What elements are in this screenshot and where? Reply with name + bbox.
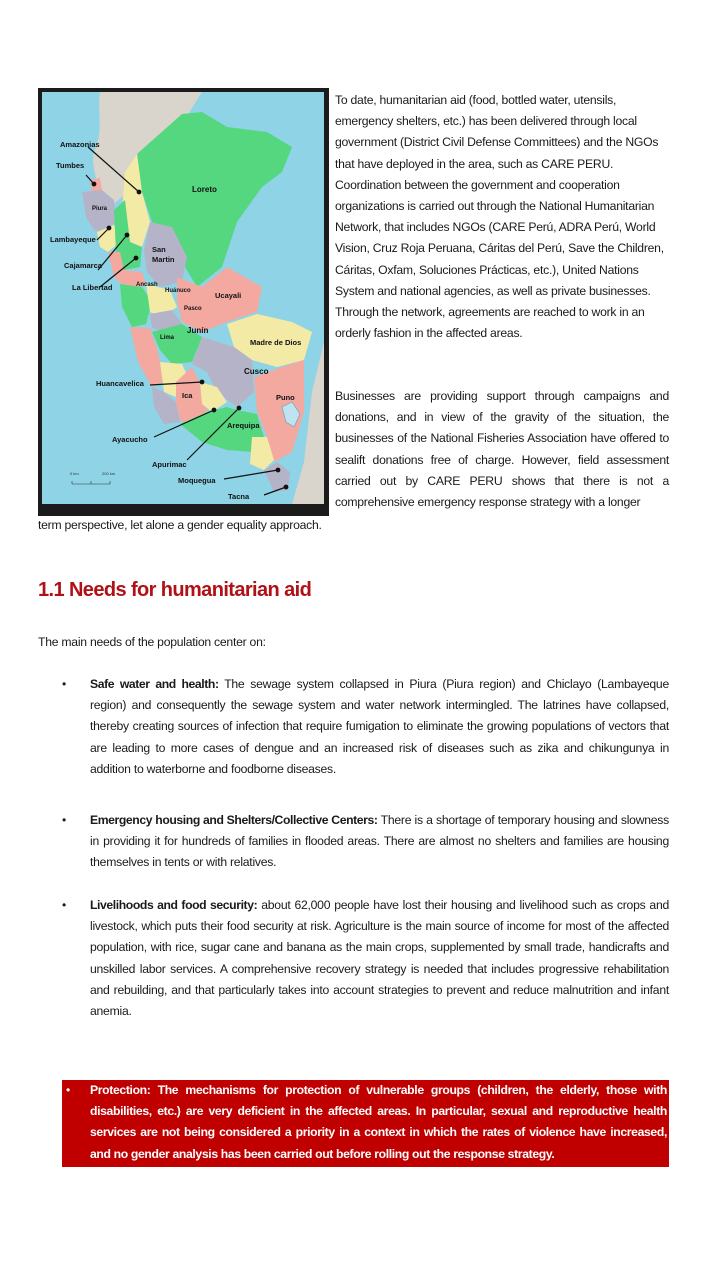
map-image (42, 92, 324, 504)
map-label-tacna: Tacna (228, 492, 250, 501)
svg-text:0 km: 0 km (70, 471, 79, 476)
bullet-icon: • (66, 1083, 70, 1097)
list-item-emergency-housing (62, 810, 669, 874)
list-item-text: The sewage system collapsed in Piura (Piura region) and Chiclayo (Lambayeque region) and consequently the sewage system and water network intermingled. The latrines have collapsed, thereby creating sources of infection that require fumigation to eliminate the growing populations of vectors that are leading to more cases of dengue and an increased risk of diseases such as zika and chikungunya in addition to waterborne and foodborne diseases. (90, 677, 669, 776)
list-item-title: Safe water and health: (90, 677, 219, 691)
map-label-tumbes: Tumbes (56, 161, 85, 170)
map-label-apurimac: Apurimac (152, 460, 187, 469)
paragraph-aid-delivery: To date, humanitarian aid (food, bottled water, utensils, emergency shelters, etc.) has been delivered through local government (District Civil Defense Committees) and the NGOs that have deployed in the area, such as CARE PERU. Coordination between the government and cooperation organizations is carried out through the National Humanitarian Network, that includes NGOs (CARE Perú, ADRA Perú, World Vision, Cruz Roja Peruana, Cáritas del Perú, Save the Children, Cáritas, Oxfam, Soluciones Prácticas, etc.), United Nations System and national agencies, as well as private businesses. Through the network, agreements are reached to work in an orderly fashion in the affected areas. (335, 93, 664, 341)
list-item-text: There is a shortage of temporary housing and slowness in providing it for hundreds of families in flooded areas. There are almost no shelters and families are housing themselves in tents or with relatives. (90, 813, 669, 870)
map-label-cusco: Cusco (244, 367, 269, 376)
map-label-huanuco: Huánuco (165, 288, 191, 294)
paragraph-business-support-continued: term perspective, let alone a gender equality approach. (38, 518, 322, 532)
paragraph-business-support: Businesses are providing support through campaigns and donations, and in view of the gravity of the situation, the businesses of the National Fisheries Association have offered to sealift donations free of charge. However, field assessment carried out by CARE PERU shows that there is not a comprehensive emergency response strategy with a longer (335, 389, 669, 510)
svg-text:200 km: 200 km (102, 471, 116, 476)
map-label-cajamarca: Cajamarca (64, 261, 102, 270)
list-item-livelihoods (62, 895, 669, 1022)
section-heading: 1.1 Needs for humanitarian aid (38, 579, 312, 601)
map-label-ucayali: Ucayali (215, 291, 242, 300)
map-label-piura: Piura (92, 206, 108, 212)
map-label-madre-de-dios: Madre de Dios (250, 338, 302, 347)
list-item-title: Emergency housing and Shelters/Collective Centers: (90, 813, 378, 827)
map-label-pasco: Pasco (184, 306, 202, 312)
map-label-san-martin-2: Martin (152, 255, 175, 264)
map-label-ica: Ica (182, 391, 193, 400)
map-label-ancash: Ancash (136, 282, 158, 288)
map-label-huancavelica: Huancavelica (96, 379, 144, 388)
map-label-la-libertad: La Libertad (72, 283, 113, 292)
list-item-safe-water (62, 674, 669, 780)
map-label-lambayeque: Lambayeque (50, 235, 96, 244)
map-label-san-martin-1: San (152, 245, 166, 254)
map-label-amazonias: Amazonias (60, 140, 100, 149)
list-item-protection-highlight (62, 1080, 669, 1167)
bullet-icon: • (62, 677, 66, 691)
map-label-moquegua: Moquegua (178, 476, 216, 485)
section-intro: The main needs of the population center on: (38, 635, 266, 649)
map-label-loreto: Loreto (192, 185, 217, 194)
list-item-text: about 62,000 people have lost their housing and livelihood such as crops and livestock, which puts their food security at risk. Agriculture is the main source of income for most of the affected population, with rice, sugar cane and banana as the main crops, supplemented by small trade, handicrafts and unskilled labor services. A comprehensive recovery strategy is needed that includes progressive rehabilitation and rebuilding, and that particularly takes into account strategies to prevent and reduce malnutrition and infant anemia. (90, 898, 669, 1019)
bullet-icon: • (62, 898, 66, 912)
map-label-lima: Lima (160, 335, 175, 341)
protection-text: Protection: The mechanisms for protection of vulnerable groups (children, the elderly, those with disabilities, etc.) are very deficient in the affected areas. In particular, sexual and reproductive health services are not being considered a priority in a context in which the rates of violence have increased, and no gender analysis has been carried out before rolling out the response strategy. (90, 1083, 667, 1161)
bullet-icon: • (62, 813, 66, 827)
map-label-junin: Junín (187, 326, 209, 335)
peru-regions-map (38, 88, 329, 516)
map-label-puno: Puno (276, 393, 295, 402)
list-item-title: Livelihoods and food security: (90, 898, 258, 912)
map-label-ayacucho: Ayacucho (112, 435, 148, 444)
map-label-arequipa: Arequipa (227, 421, 260, 430)
